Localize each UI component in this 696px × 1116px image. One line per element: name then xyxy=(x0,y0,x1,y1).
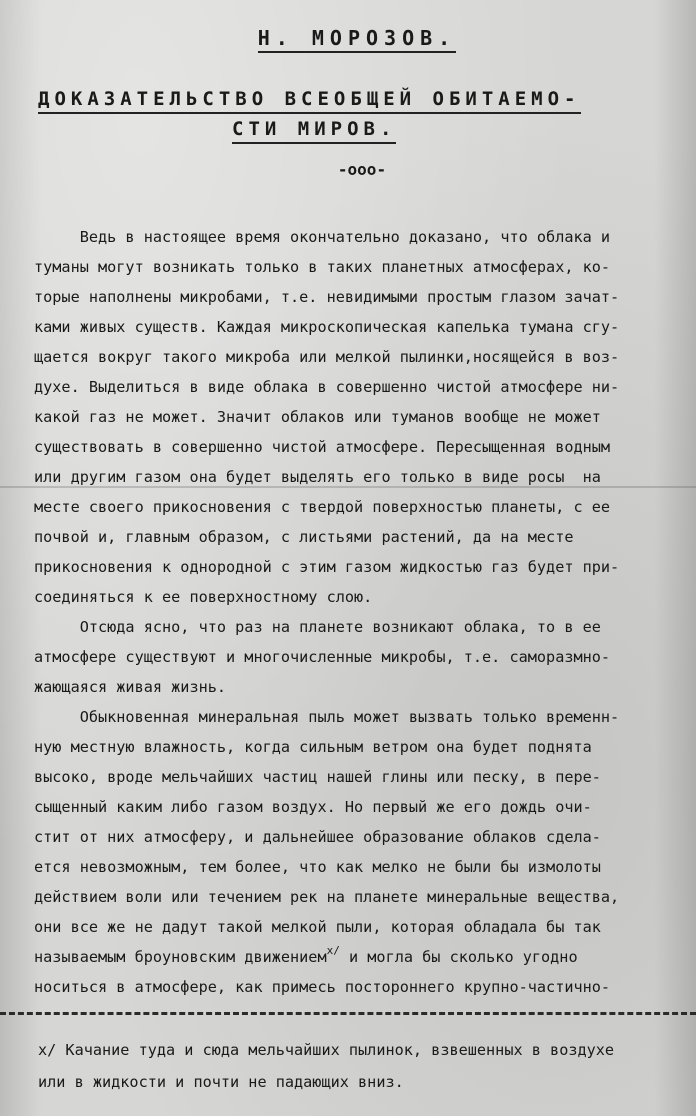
text-line: высоко, вроде мельчайших частиц нашей глины или песку, в пере- xyxy=(34,768,601,786)
text-line: Отсюда ясно, что раз на планете возникают облака, то в ее xyxy=(34,618,601,636)
text-line: ками живых существ. Каждая микроскопическая капелька тумана сгу- xyxy=(34,318,620,336)
text-line: ется невозможным, тем более, что как мелко не были бы измолоты xyxy=(34,858,601,876)
text-line: месте своего прикосновения с твердой поверхностью планеты, с ее xyxy=(34,498,611,516)
text-line: торые наполнены микробами, т.е. невидимыми простым глазом зачат- xyxy=(34,288,620,306)
footnote-line: или в жидкости и почти не падающих вниз. xyxy=(38,1073,404,1091)
text-line: Ведь в настоящее время окончательно доказано, что облака и xyxy=(34,228,611,246)
title-text-1: ДОКАЗАТЕЛЬСТВО ВСЕОБЩЕЙ ОБИТАЕМО- xyxy=(38,88,581,114)
text-line: духе. Выделиться в виде облака в совершенно чистой атмосфере ни- xyxy=(34,378,620,396)
author-text: Н. МОРОЗОВ. xyxy=(258,26,456,53)
text-line: или другим газом она будет выделять его только в виде росы на xyxy=(34,468,601,486)
text-line: щается вокруг такого микроба или мелкой пылинки,носящейся в воз- xyxy=(34,348,620,366)
title-line-2 xyxy=(0,118,696,140)
text-line: туманы могут возникать только в таких планетных атмосферах, ко- xyxy=(34,258,611,276)
author-name xyxy=(0,26,696,50)
text-line: ную местную влажность, когда сильным ветром она будет поднята xyxy=(34,738,592,756)
footnote-line: х/ Качание туда и сюда мельчайших пылинок, взвешенных в воздухе xyxy=(38,1041,615,1059)
text-line: существовать в совершенно чистой атмосфере. Пересыщенная водным xyxy=(34,438,611,456)
text-line: носиться в атмосфере, как примесь постороннего крупно-частично- xyxy=(34,978,611,996)
footnote xyxy=(38,1034,688,1098)
text-line: Обыкновенная минеральная пыль может вызвать только временн- xyxy=(34,708,620,726)
footnote-separator xyxy=(0,1012,696,1015)
title-line-1 xyxy=(0,88,696,110)
body-text xyxy=(34,222,674,1002)
text-line: почвой и, главным образом, с листьями растений, да на месте xyxy=(34,528,574,546)
title-text-2: СТИ МИРОВ. xyxy=(232,118,396,144)
text-line: атмосфере существуют и многочисленные микробы, т.е. саморазмно- xyxy=(34,648,611,666)
text-line: прикосновения к однородной с этим газом жидкостью газ будет при- xyxy=(34,558,620,576)
text-line: действием воли или течением рек на планете минеральные вещества, xyxy=(34,888,620,906)
text-line: стит от них атмосферу, и дальнейшее образование облаков сдела- xyxy=(34,828,601,846)
text-line: сыщенный каким либо газом воздух. Но первый же его дождь очи- xyxy=(34,798,592,816)
text-line: соединяться к ее поверхностному слою. xyxy=(34,588,373,606)
text-line: называемым броуновским движением$^{х/}$ и могла бы сколько угодно xyxy=(34,944,578,966)
footnote-marker: х/ xyxy=(326,944,340,957)
text-line: жающаяся живая жизнь. xyxy=(34,678,227,696)
text-line: какой газ не может. Значит облаков или туманов вообще не может xyxy=(34,408,601,426)
section-divider: -ооо- xyxy=(337,160,387,179)
text-line: они все же не дадут такой мелкой пыли, которая обладала бы так xyxy=(34,918,601,936)
